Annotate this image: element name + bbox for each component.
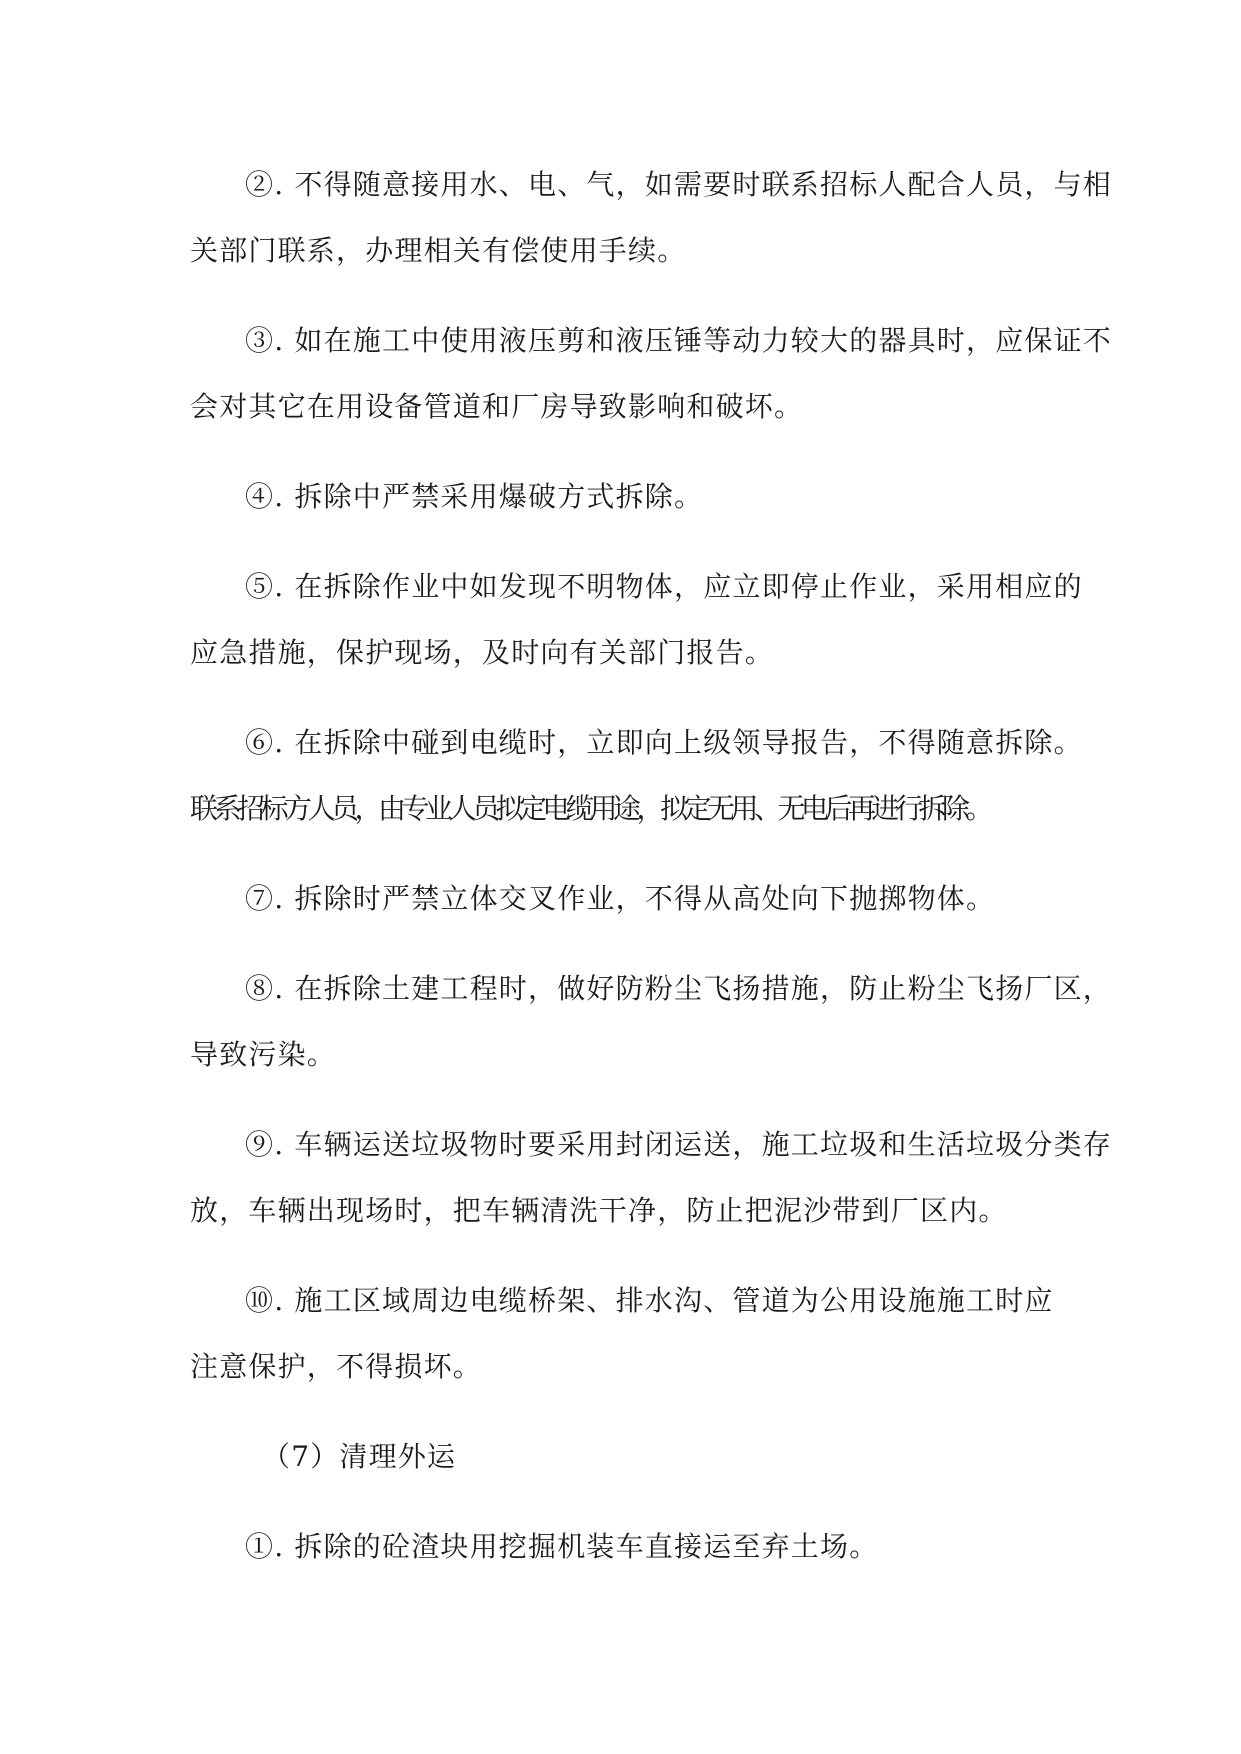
paragraph-line: ⑨. 车辆运送垃圾物时要采用封闭运送，施工垃圾和生活垃圾分类存 (245, 1128, 1113, 1161)
paragraph-line: ⑦. 拆除时严禁立体交叉作业，不得从高处向下抛掷物体。 (245, 882, 996, 915)
paragraph-line: 注意保护，不得损坏。 (190, 1350, 483, 1383)
paragraph-line: ④. 拆除中严禁采用爆破方式拆除。 (245, 480, 704, 513)
paragraph-line: ①. 拆除的砼渣块用挖掘机装车直接运至弃土场。 (245, 1530, 879, 1563)
paragraph-line: ⑤. 在拆除作业中如发现不明物体，应立即停止作业，采用相应的 (245, 570, 1083, 603)
paragraph-line: 会对其它在用设备管道和厂房导致影响和破坏。 (190, 390, 804, 423)
paragraph-line: 应急措施，保护现场，及时向有关部门报告。 (190, 636, 775, 669)
paragraph-line: 放，车辆出现场时，把车辆清洗干净，防止把泥沙带到厂区内。 (190, 1194, 1008, 1227)
paragraph-line: ⑧. 在拆除土建工程时，做好防粉尘飞扬措施，防止粉尘飞扬厂区， (245, 972, 1113, 1005)
paragraph-line: 导致污染。 (190, 1038, 337, 1071)
paragraph-line: ③. 如在施工中使用液压剪和液压锤等动力较大的器具时，应保证不 (245, 324, 1113, 357)
paragraph-line: 关部门联系，办理相关有偿使用手续。 (190, 234, 687, 267)
paragraph-line: ⑩. 施工区域周边电缆桥架、排水沟、管道为公用设施施工时应 (245, 1284, 1054, 1317)
paragraph-line: 联系招标方人员，由专业人员拟定电缆用途，拟定无用、无电后再进行拆除。 (190, 792, 990, 825)
section-heading: （7）清理外运 (262, 1440, 457, 1473)
paragraph-line: ②. 不得随意接用水、电、气，如需要时联系招标人配合人员，与相 (245, 168, 1113, 201)
paragraph-line: ⑥. 在拆除中碰到电缆时，立即向上级领导报告，不得随意拆除。 (245, 726, 1083, 759)
